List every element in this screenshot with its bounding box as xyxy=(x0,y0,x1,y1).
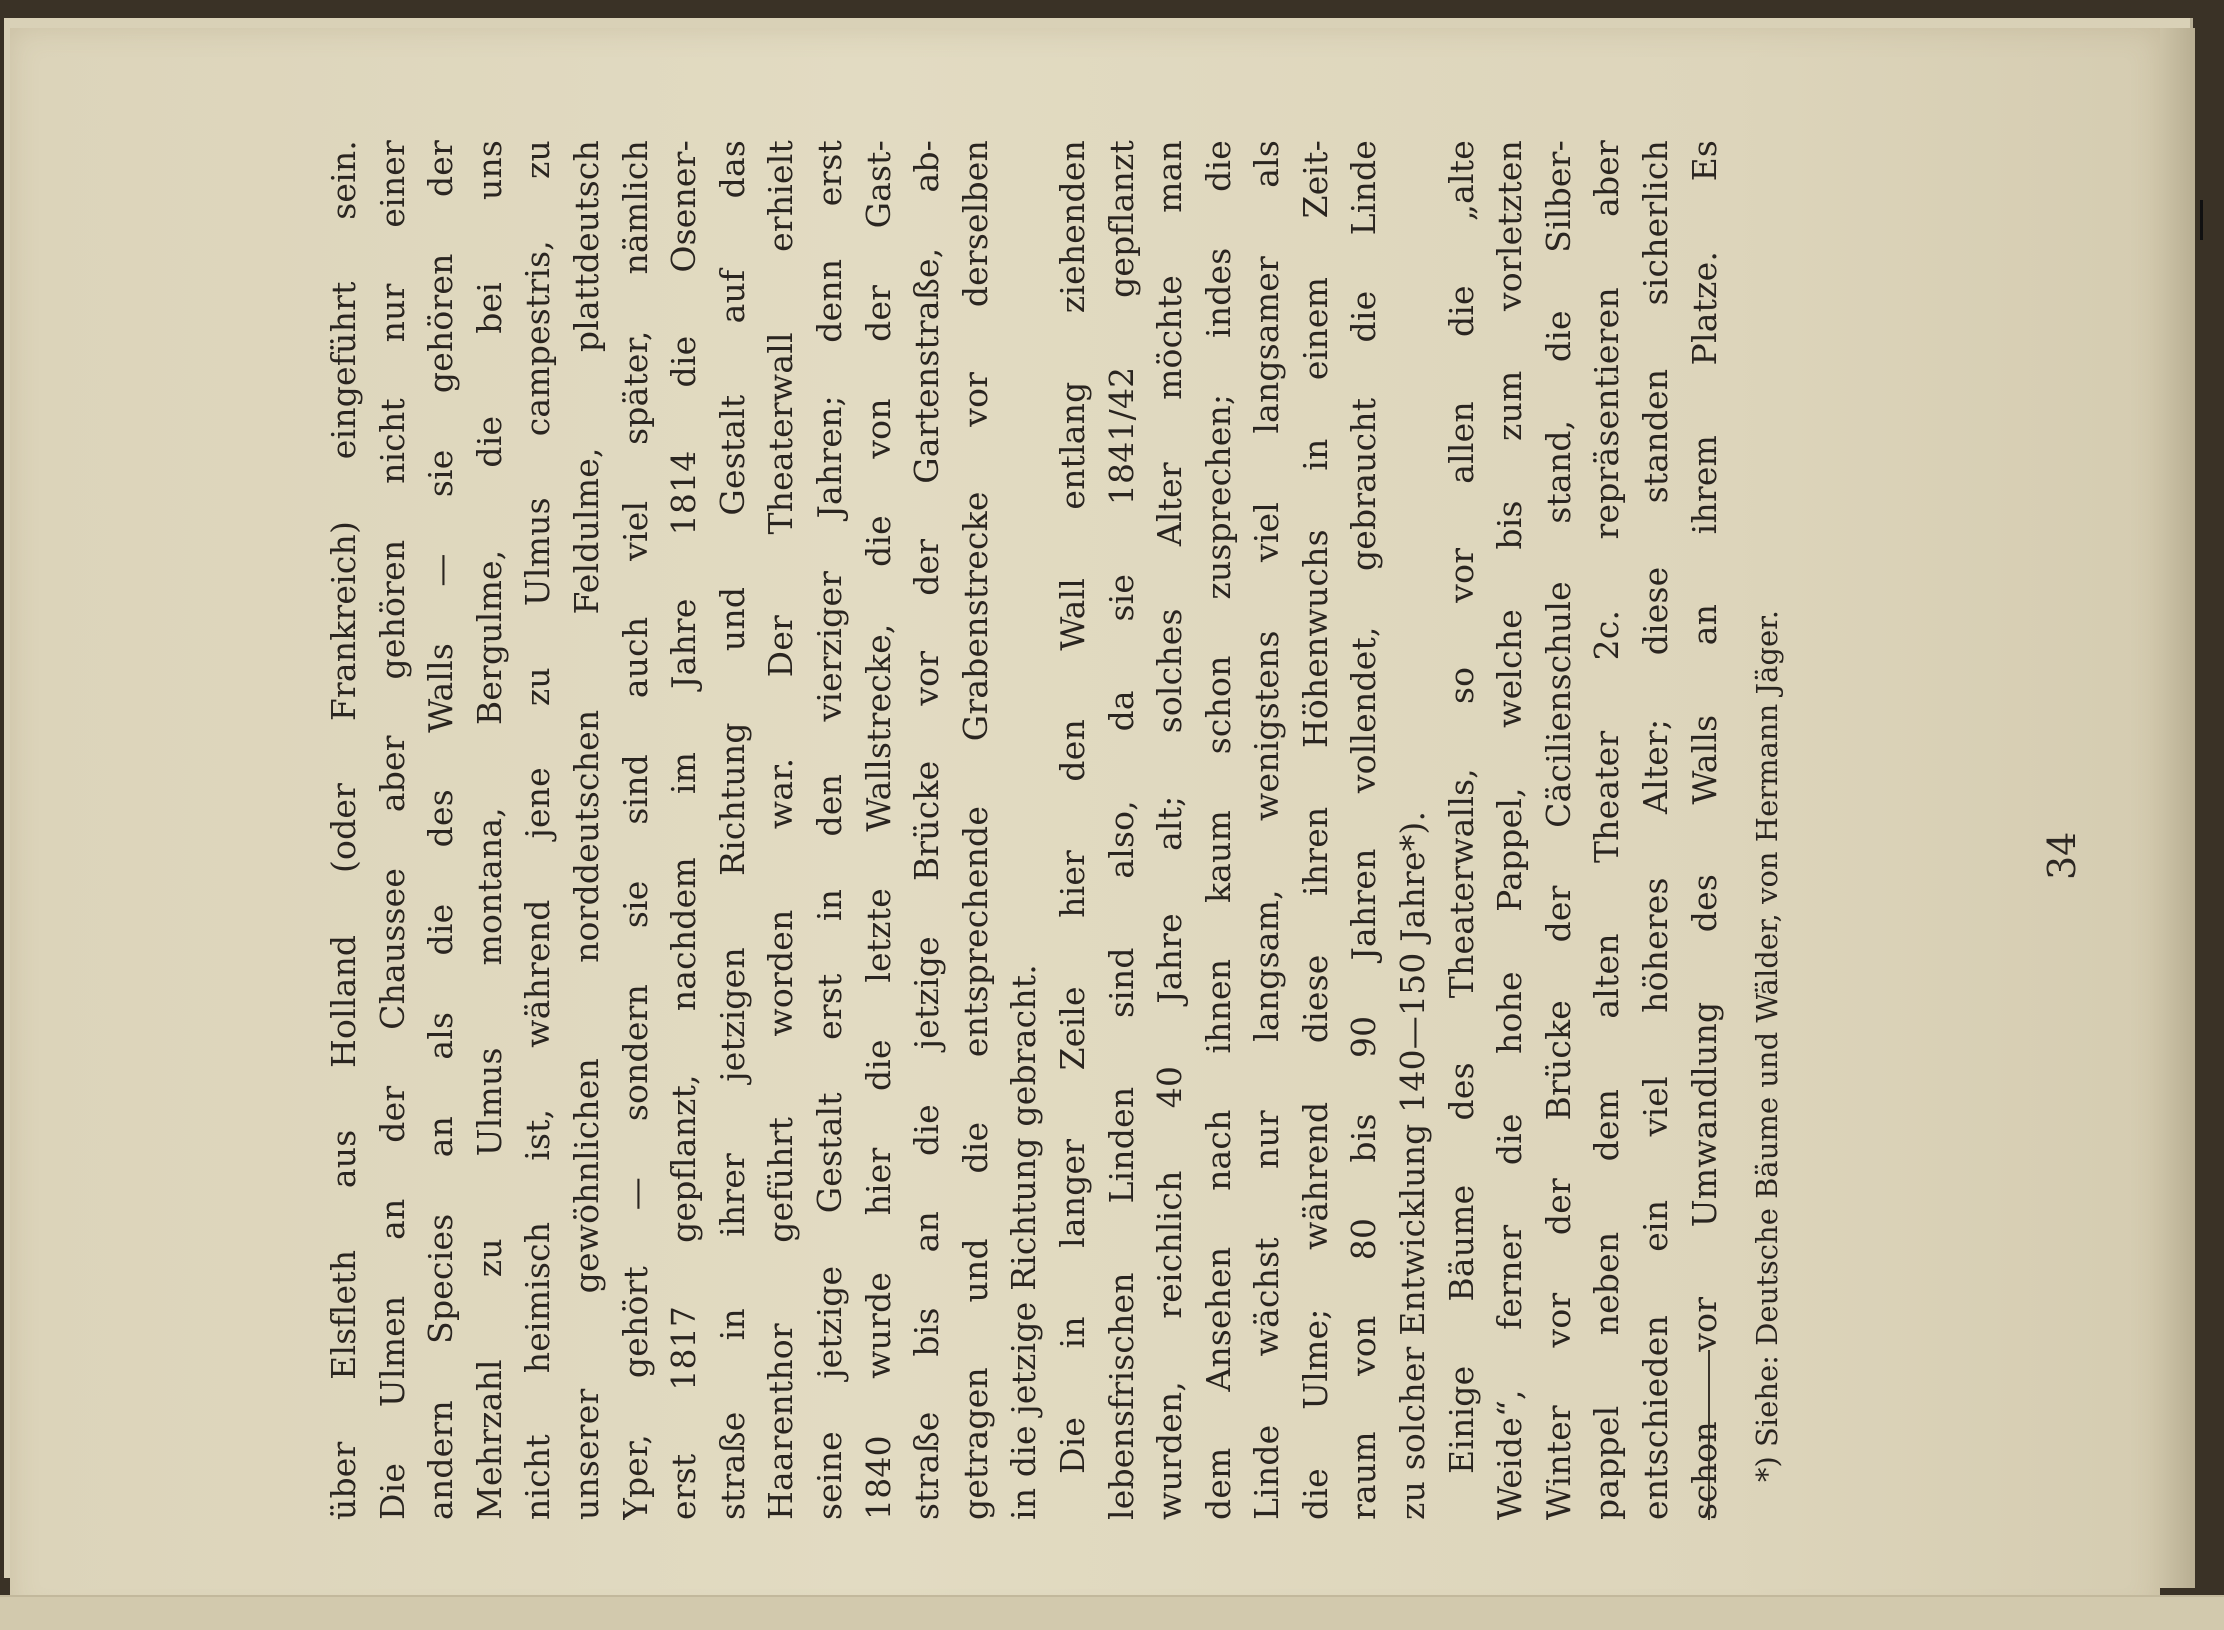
text-line: 1840 wurde hier die letzte Wallstrecke, die von der Gast- xyxy=(858,140,898,1520)
text-line: Winter vor der Brücke der Cäcilienschule stand, die Silber- xyxy=(1538,140,1578,1520)
text-line: getragen und die entsprechende Grabenstrecke vor derselben xyxy=(955,140,995,1520)
text-line: dem Ansehen nach ihnen kaum schon zusprechen; indes die xyxy=(1198,140,1238,1520)
text-line: erst 1817 gepflanzt, nachdem im Jahre 1814 die Osener- xyxy=(664,140,704,1520)
text-line: Einige Bäume des Theaterwalls, so vor allen die „alte xyxy=(1441,140,1481,1474)
text-line: über Elsfleth aus Holland (oder Frankreich) eingeführt sein. xyxy=(324,140,363,1520)
text-line: raum von 80 bis 90 Jahren vollendet, gebraucht die Linde xyxy=(1344,140,1384,1520)
text-line: pappel neben dem alten Theater 2c. repräsentieren aber xyxy=(1587,140,1627,1520)
text-line: Haarenthor geführt worden war. Der Theaterwall erhielt xyxy=(761,140,801,1520)
page-number: 34 xyxy=(2040,831,2084,880)
text-line: Die in langer Zeile hier den Wall entlang ziehenden xyxy=(1052,140,1092,1474)
text-line: die Ulme; während diese ihren Höhenwuchs in einem Zeit- xyxy=(1295,140,1335,1520)
rotated-text-block xyxy=(260,140,2084,1520)
text-line: wurden, reichlich 40 Jahre alt; solches Alter möchte man xyxy=(1150,140,1190,1520)
text-line: Die Ulmen an der Chaussee aber gehören nicht nur einer xyxy=(372,140,412,1520)
text-line: Linde wächst nur langsam, wenigstens viel langsamer als xyxy=(1247,140,1287,1520)
footnote-rule xyxy=(1708,1350,1710,1520)
text-line: nicht heimisch ist, während jene zu Ulmus campestris, zu xyxy=(518,140,558,1520)
text-line: in die jetzige Richtung gebracht. xyxy=(1004,964,1044,1520)
text-line: Weide“, ferner die hohe Pappel, welche bis zum vorletzten xyxy=(1490,140,1530,1520)
text-line: entschieden ein viel höheres Alter; diese standen sicherlich xyxy=(1636,140,1676,1520)
text-line: lebensfrischen Linden sind also, da sie 1841/42 gepflanzt xyxy=(1101,140,1141,1520)
text-line: straße bis an die jetzige Brücke vor der Gartenstraße, ab- xyxy=(907,140,947,1520)
next-page-strip xyxy=(0,1595,2224,1630)
text-line: andern Species an als die des Walls — sie gehören der xyxy=(421,140,461,1520)
text-line: straße in ihrer jetzigen Richtung und Gestalt auf das xyxy=(712,140,752,1520)
page-edge xyxy=(2155,28,2195,1588)
body-text xyxy=(320,140,1729,1520)
text-line: Mehrzahl zu Ulmus montana, Bergulme, die bei uns xyxy=(469,140,509,1520)
text-line: zu solcher Entwicklung 140—150 Jahre*). xyxy=(1393,810,1433,1520)
text-line: unserer gewöhnlichen norddeutschen Feldulme, plattdeutsch xyxy=(566,140,606,1520)
edge-mark xyxy=(2200,200,2203,240)
text-line: seine jetzige Gestalt erst in den vierziger Jahren; denn erst xyxy=(809,140,849,1520)
text-line: Yper, gehört — sondern sie sind auch viel später, nämlich xyxy=(615,140,655,1520)
footnote: *) Siehe: Deutsche Bäume und Wälder, von Hermann Jäger. xyxy=(1750,609,1784,1482)
text-line: schon vor Umwandlung des Walls an ihrem Platze. Es xyxy=(1684,140,1724,1520)
